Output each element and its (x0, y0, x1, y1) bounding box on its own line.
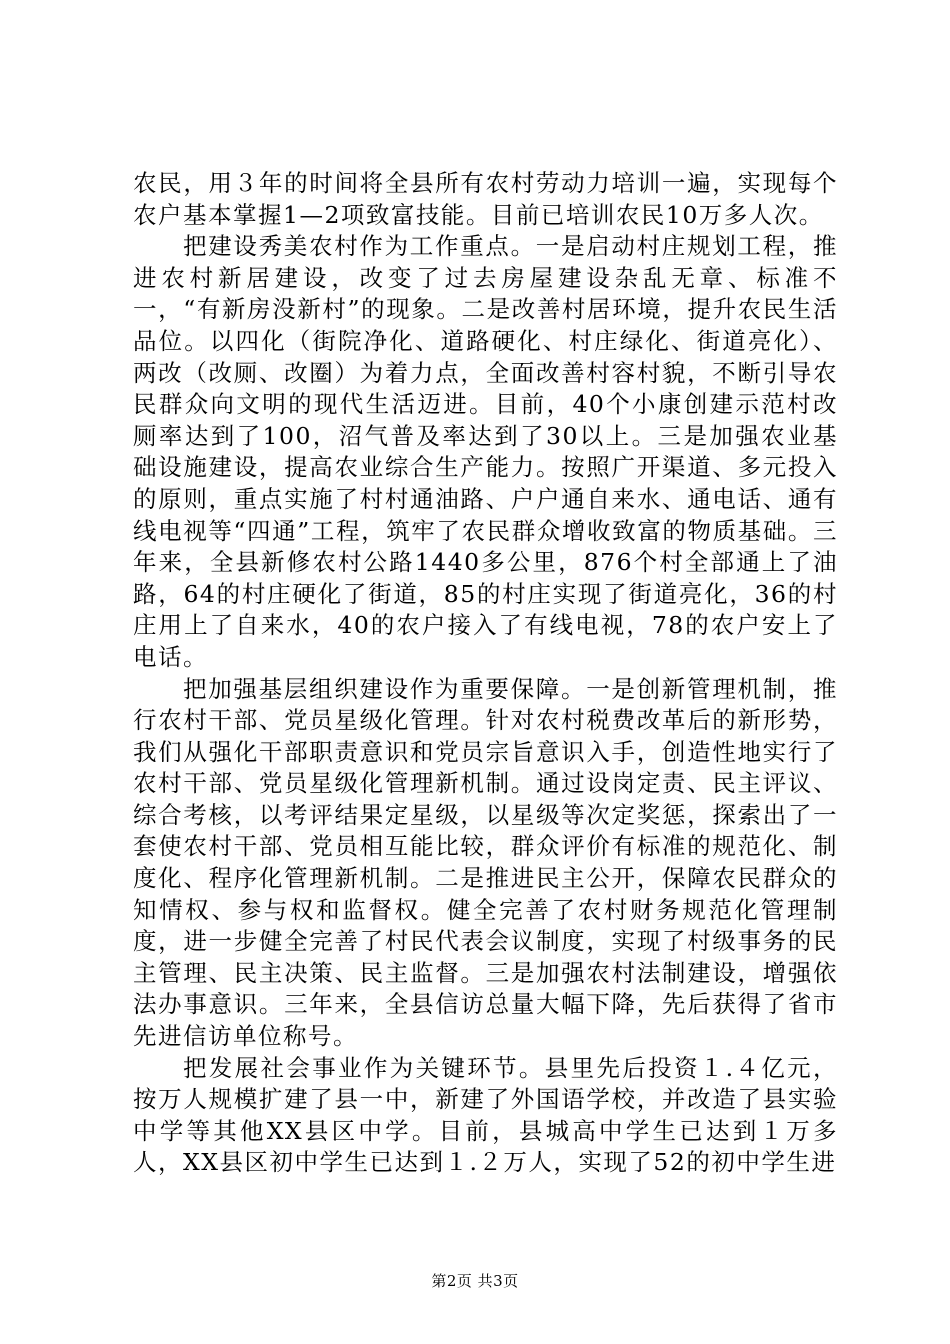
page-number: 第2页 共3页 (431, 1272, 519, 1290)
page-footer (0, 1270, 950, 1291)
paragraph-3: 把加强基层组织建设作为重要保障。一是创新管理机制，推行农村干部、党员星级化管理。针对农村税费改革后的新形势，我们从强化干部职责意识和党员宗旨意识入手，创造性地实行了农村干部、党员星级化管理新机制。通过设岗定责、民主评议、综合考核，以考评结果定星级，以星级等次定奖惩，探索出了一套使农村干部、党员相互能比较，群众评价有标准的规范化、制度化、程序化管理新机制。二是推进民主公开，保障农民群众的知情权、参与权和监督权。健全完善了农村财务规范化管理制度，进一步健全完善了村民代表会议制度，实现了村级事务的民主管理、民主决策、民主监督。三是加强农村法制建设，增强依法办事意识。三年来，全县信访总量大幅下降，先后获得了省市先进信访单位称号。 (133, 674, 838, 1051)
paragraph-1: 农民，用３年的时间将全县所有农村劳动力培训一遍，实现每个农户基本掌握1—2项致富技能。目前已培训农民10万多人次。 (133, 169, 838, 229)
document-body (133, 168, 838, 1179)
paragraph-4: 把发展社会事业作为关键环节。县里先后投资１.４亿元，按万人规模扩建了县一中，新建了外国语学校，并改造了县实验中学等其他XX县区中学。目前，县城高中学生已达到１万多人，XX县区初中学生已达到１.２万人，实现了52的初中学生进 (133, 1053, 838, 1177)
paragraph-2: 把建设秀美农村作为工作重点。一是启动村庄规划工程，推进农村新居建设，改变了过去房屋建设杂乱无章、标准不一，“有新房没新村”的现象。二是改善村居环境，提升农民生活品位。以四化（街院净化、道路硬化、村庄绿化、街道亮化）、两改（改厕、改圈）为着力点，全面改善村容村貌，不断引导农民群众向文明的现代生活迈进。目前，40个小康创建示范村改厕率达到了100，沼气普及率达到了30以上。三是加强农业基础设施建设，提高农业综合生产能力。按照广开渠道、多元投入的原则，重点实施了村村通油路、户户通自来水、通电话、通有线电视等“四通”工程，筑牢了农民群众增收致富的物质基础。三年来，全县新修农村公路1440多公里，876个村全部通上了油路，64的村庄硬化了街道，85的村庄实现了街道亮化，36的村庄用上了自来水，40的农户接入了有线电视，78的农户安上了电话。 (133, 232, 838, 671)
